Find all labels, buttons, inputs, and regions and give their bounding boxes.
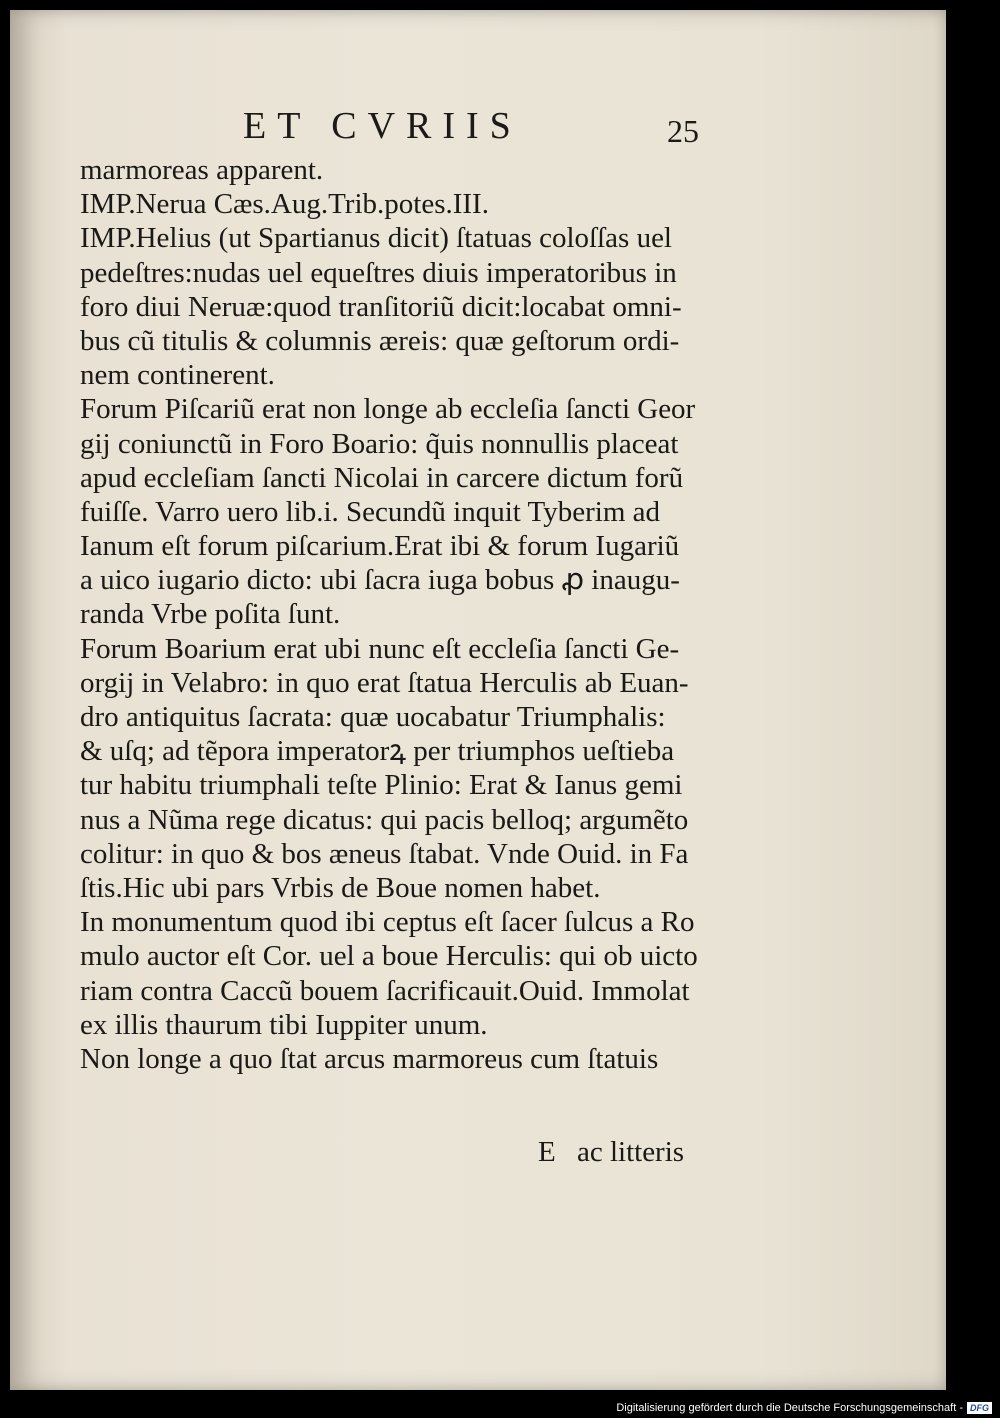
- text-line: nem continerent.: [80, 359, 275, 392]
- text-line: orgij in Velabro: in quo erat ſtatua Herculis ab Euan-: [80, 666, 689, 699]
- text-line: nus a Nũma rege dicatus: qui pacis belloq; argumẽto: [80, 803, 689, 836]
- text-line: colitur: in quo & bos æneus ſtabat. Vnde Ouid. in Fa: [80, 837, 689, 870]
- text-line: dro antiquitus ſacrata: quæ uocabatur Triumphalis:: [80, 701, 666, 733]
- text-line: In monumentum quod ibi ceptus eſt ſacer ſulcus a Ro: [80, 906, 695, 939]
- text-line: Non longe a quo ſtat arcus marmoreus cum ſtatuis: [80, 1042, 659, 1075]
- text-line: Forum Boarium erat ubi nunc eſt eccleſia ſancti Ge-: [80, 632, 680, 665]
- text-line: mulo auctor eſt Cor. uel a boue Herculis: qui ob uicto: [80, 940, 698, 973]
- text-line: IMP.Nerua Cæs.Aug.Trib.potes.III.: [80, 188, 489, 221]
- text-line: ex illis thaurum tibi Iuppiter unum.: [80, 1008, 488, 1041]
- running-head: ET CVRIIS: [243, 105, 522, 147]
- dfg-logo-icon: DFG: [967, 1402, 992, 1414]
- text-line: bus cũ titulis & columnis æreis: quæ geſtorum ordi-: [80, 324, 680, 357]
- catchword: ac litteris: [576, 1136, 685, 1168]
- catchline: [538, 1136, 684, 1169]
- text-line: Forum Piſcariũ erat non longe ab eccleſia ſancti Geor: [80, 393, 696, 426]
- text-line: apud eccleſiam ſancti Nicolai in carcere dictum forũ: [80, 461, 684, 494]
- text-line: fuiſſe. Varro uero lib.i. Secundũ inquit Tyberim ad: [80, 495, 661, 528]
- text-line: randa Vrbe poſita ſunt.: [80, 598, 341, 631]
- text-line: foro diui Neruæ:quod tranſitoriũ dicit:locabat omni-: [80, 290, 682, 323]
- text-line: ſtis.Hic ubi pars Vrbis de Boue nomen habet.: [80, 871, 601, 904]
- text-line: gij coniunctũ in Foro Boario: q̃uis nonnullis placeat: [80, 427, 679, 460]
- signature-mark: E: [538, 1136, 556, 1168]
- text-line: IMP.Helius (ut Spartianus dicit) ſtatuas coloſſas uel: [80, 222, 672, 255]
- text-line: marmoreas apparent.: [80, 154, 324, 186]
- book-page: [10, 10, 946, 1390]
- text-line: Ianum eſt forum piſcarium.Erat ibi & forum Iugariũ: [80, 530, 680, 563]
- text-line: pedeſtres:nudas uel equeſtres diuis imperatoribus in: [80, 256, 677, 289]
- credit-text: Digitalisierung gefördert durch die Deutsche Forschungsgemeinschaft -: [616, 1402, 963, 1414]
- page-number: 25: [667, 113, 699, 149]
- text-line: tur habitu triumphali teſte Plinio: Erat & Ianus gemi: [80, 769, 683, 802]
- text-line: riam contra Caccũ bouem ſacrificauit.Ouid. Immolat: [80, 974, 690, 1007]
- text-line: & uſq; ad tẽpora imperatorꝝ per triumphos ueſtieba: [80, 735, 675, 768]
- digitization-credit: [616, 1402, 992, 1414]
- body-text: [80, 153, 710, 1076]
- text-line: a uico iugario dicto: ubi ſacra iuga bobus ꝓ inaugu-: [80, 564, 680, 597]
